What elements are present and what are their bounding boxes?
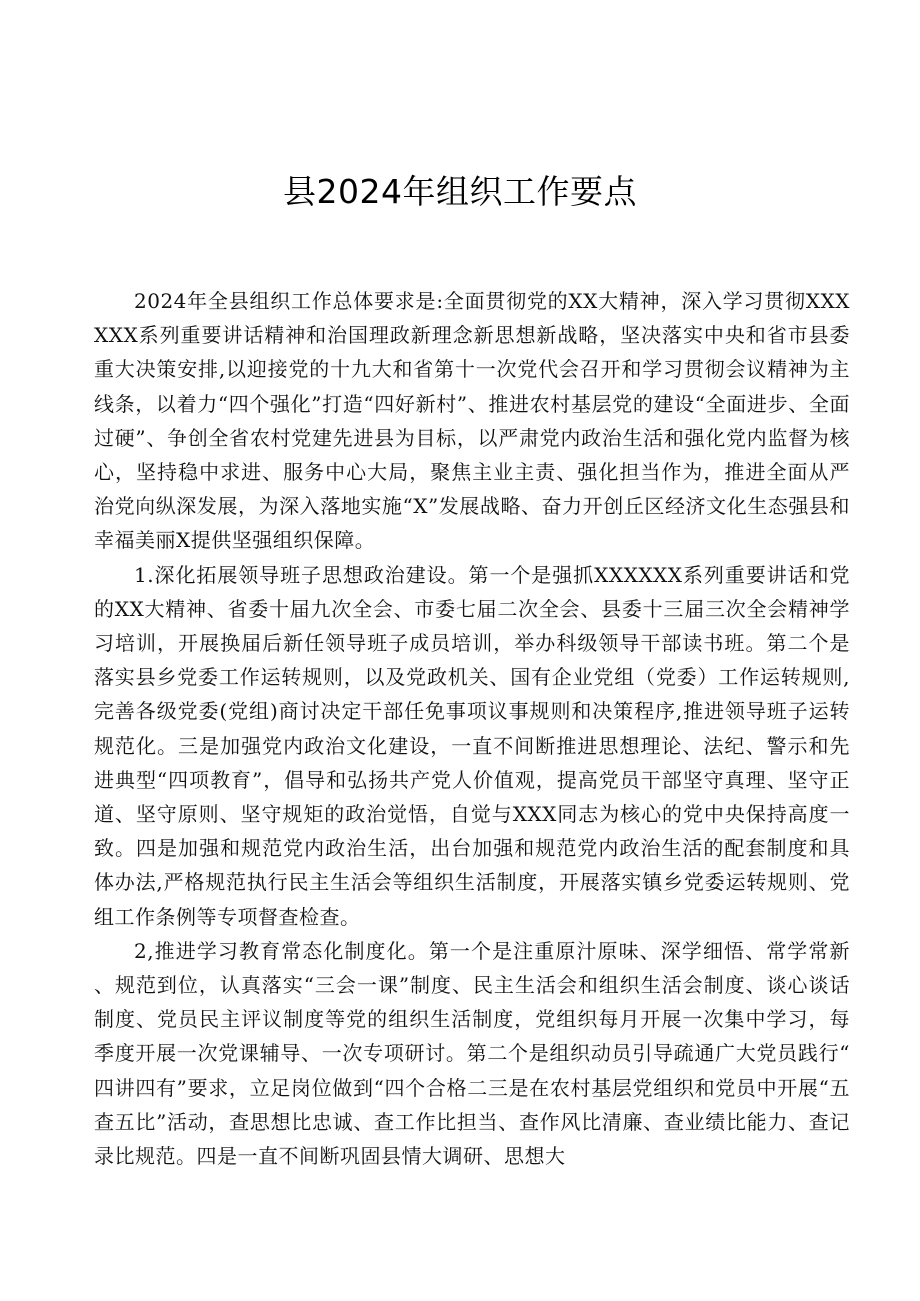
- document-title: 县2024年组织工作要点: [283, 172, 637, 211]
- paragraph-item-1: 1.深化拓展领导班子思想政治建设。第一个是强抓XXXXXX系列重要讲话和党的XX大精神、省委十届九次全会、市委七届二次全会、县委十三届三次全会精神学习培训，开展换届后新任领导班子成员培训，举办科级领导干部读书班。第二个是落实县乡党委工作运转规则，以及党政机关、国有企业党组（党委）工作运转规则,完善各级党委(党组)商讨决定干部任免事项议事规则和决策程序,推进领导班子运转规范化。三是加强党内政治文化建设，一直不间断推进思想理论、法纪、警示和先进典型“四项教育”，倡导和弘扬共产党人价值观，提高党员干部坚守真理、坚守正道、坚守原则、坚守规矩的政治觉悟，自觉与XXX同志为核心的党中央保持高度一致。四是加强和规范党内政治生活，出台加强和规范党内政治生活的配套制度和具体办法,严格规范执行民主生活会等组织生活制度，开展落实镇乡党委运转规则、党组工作条例等专项督查检查。: [94, 562, 850, 929]
- paragraph-overview: 2024年全县组织工作总体要求是:全面贯彻党的XX大精神，深入学习贯彻XXXXXX系列重要讲话精神和治国理政新理念新思想新战略，坚决落实中央和省市县委重大决策安排,以迎接党的十九大和省第十一次党代会召开和学习贯彻会议精神为主线条，以着力“四个强化”打造“四好新村”、推进农村基层党的建设“全面进步、全面过硬”、争创全省农村党建先进县为目标，以严肃党内政治生活和强化党内监督为核心，坚持稳中求进、服务中心大局，聚焦主业主责、强化担当作为，推进全面从严治党向纵深发展，为深入落地实施“X”发展战略、奋力开创丘区经济文化生态强县和幸福美丽X提供坚强组织保障。: [94, 289, 850, 553]
- document-body: [94, 284, 850, 1173]
- paragraph-item-2: 2,推进学习教育常态化制度化。第一个是注重原汁原味、深学细悟、常学常新、规范到位，认真落实“三会一课”制度、民主生活会和组织生活会制度、谈心谈话制度、党员民主评议制度等党的组织生活制度，党组织每月开展一次集中学习，每季度开展一次党课辅导、一次专项研讨。第二个是组织动员引导疏通广大党员践行“四讲四有”要求，立足岗位做到“四个合格二三是在农村基层党组织和党员中开展“五查五比”活动，查思想比忠诚、查工作比担当、查作风比清廉、查业绩比能力、查记录比规范。四是一直不间断巩固县情大调研、思想大: [94, 938, 850, 1169]
